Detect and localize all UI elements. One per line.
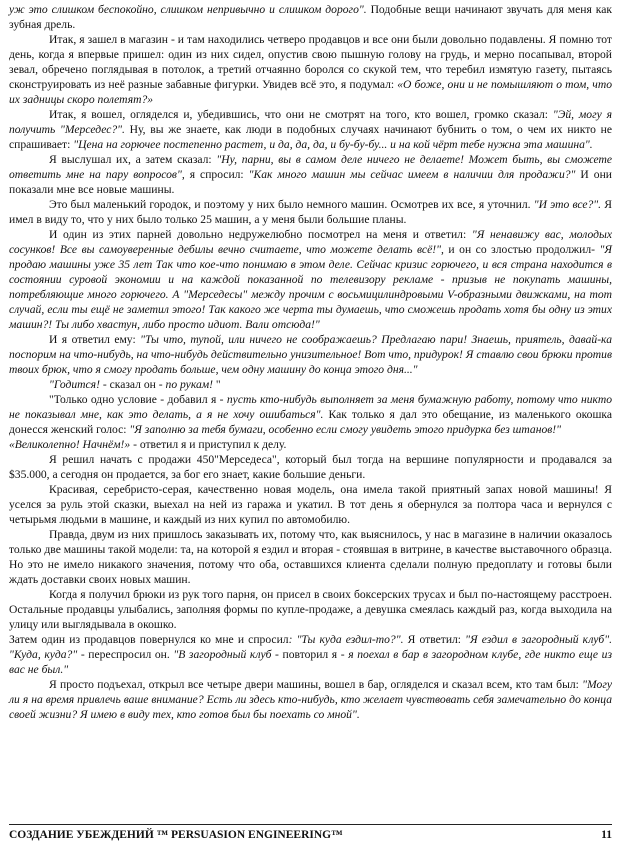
- paragraph-1: [9, 2, 612, 32]
- italic-run: "Я заполню за тебя бумаги, особенно если смогу увидеть этого придурка без штанов!": [129, 423, 562, 436]
- text-run: И они показали мне все новые машины.: [9, 168, 612, 196]
- footer-divider: [9, 824, 612, 825]
- italic-run: "Ну, парни, вы в самом деле ничего не делаете! Может быть, вы сможете ответить мне на пару вопросов",: [9, 153, 612, 181]
- text-run: "Только одно условие - добавил я -: [49, 393, 227, 406]
- paragraph-4: [9, 152, 612, 197]
- paragraph-6: [9, 227, 612, 332]
- text-run: Итак, я зашел в магазин - и там находились четверо продавцов и все они были довольно подавлены. Я помню тот день, когда я впервые пришел: один из них сидел, опустив свою пышную голову на грудь, и мерно посапывал, второй зевал, обречено поглядывая в потолок, а третий отчаянно боролся со скукой тем, что теребил измятую газету, пытаясь сконструировать из неё разные забавные фигурки. Увидев всё это, я подумал:: [9, 33, 612, 91]
- text-run: я спросил:: [189, 168, 249, 181]
- text-run: Я выслушал их, а затем сказал:: [49, 153, 217, 166]
- text-run: Я ответил:: [407, 633, 466, 646]
- paragraph-8: [9, 377, 612, 392]
- italic-run: уж это слишком беспокойно, слишком непривычно и слишком дорого".: [9, 3, 371, 16]
- paragraph-15: [9, 632, 612, 677]
- paragraph-7: [9, 332, 612, 377]
- text-run: и он со злостью продолжил-: [448, 243, 600, 256]
- paragraph-14: [9, 587, 612, 632]
- text-run: И один из этих парней довольно недружелюбно посмотрел на меня и ответил:: [49, 228, 472, 241]
- italic-run: "Я продаю машины уже 35 лет Так что кое-что понимаю в этом деле. Сейчас кризис горючего, и вся страна находится в состоянии суровой экономии и на каждой показанной по телевизору рекламе - призыв не покупать машины, потребляющие много горючего. А "Мерседесы" между прочим с восьмицилиндровыми V-образными движками, на тот случай, если ты ещё не заметил этого! Так какого же черта ты думаешь, что сможешь продать хотя бы одну из этих машин?! Ты либо хвастун, либо просто идиот. Вали отсюда!": [9, 243, 612, 331]
- italic-run: "Как много машин мы сейчас имеем в наличии для продажи?": [248, 168, 581, 181]
- italic-run: "Могу ли я на время привлечь ваше внимание? Есть ли здесь кто-нибудь, кто желает чувствовать себя замечательно до конца своей жизни? Я имею в виду тех, кто готов был бы поехать со мной".: [9, 678, 612, 721]
- italic-run: «О боже, они и не помышляют о том, что их задницы скоро полетят?»: [9, 78, 612, 106]
- page-footer: [9, 829, 612, 841]
- text-run: ": [215, 378, 221, 391]
- italic-run: по рукам!: [165, 378, 216, 391]
- text-run: Ну, вы же знаете, как люди в подобных случаях начинают бубнить о том, о чем их никто не спрашивает:: [9, 123, 612, 151]
- italic-run: "Ты что, тупой, или ничего не соображаешь? Предлагаю пари! Знаешь, приятель, давай-ка поспорим на что-нибудь, на что-нибудь действительно унизительное! Вот что, придурок! Я ставлю свои брюки против твоих брюк, что я смогу продать больше, чем одну машину до конца этого дня...": [9, 333, 612, 376]
- italic-run: "Я ненавижу вас, молодых сосунков! Все вы самоуверенные дебилы вечно считаете, что можете делать всё!",: [9, 228, 613, 256]
- italic-run: «Великолепно! Начнём!»: [9, 438, 134, 451]
- page-number: 11: [601, 829, 612, 841]
- text-run: Я решил начать с продажи 450"Мерседеса", который был тогда на вершине популярности и продавался за $35.000, а сегодня он продается, за бог его знает, какие большие деньги.: [9, 453, 612, 481]
- italic-run: "В загородный клуб -: [173, 648, 283, 661]
- paragraph-5: [9, 197, 612, 227]
- paragraph-10: [9, 437, 612, 452]
- italic-run: : "Ты куда ездил-то?".: [288, 633, 408, 646]
- italic-run: я поехал в бар в загородном клубе, где никто еще из вас не был.": [9, 648, 612, 676]
- text-run: - переспросил он.: [80, 648, 174, 661]
- text-run: Итак, я вошел, огляделся и, убедившись, что они не смотрят на того, кто вошел, громко сказал:: [49, 108, 553, 121]
- text-run: повторил я -: [282, 648, 349, 661]
- text-run: Подобные вещи начинают звучать для меня как зубная дрель.: [9, 3, 612, 31]
- paragraph-3: [9, 107, 612, 152]
- paragraph-2: [9, 32, 612, 107]
- italic-run: пусть кто-нибудь выполняет за меня бумажную работу, потому что никто не показывал мне, как это делать, а я не хочу ошибаться".: [9, 393, 612, 421]
- text-run: Это был маленький городок, и поэтому у них было немного машин. Осмотрев их все, я уточнил.: [49, 198, 534, 211]
- paragraph-9: [9, 392, 612, 437]
- text-run: Как только я дал это обещание, из маленького окошка донесся женский голос:: [9, 408, 613, 436]
- text-run: Я имел в виду то, что у них было только 25 машин, а у меня были большие планы.: [9, 198, 612, 226]
- body-text: [9, 2, 612, 722]
- text-run: И я ответил ему:: [49, 333, 141, 346]
- italic-run: "Эй, могу я получить "Мерседес?".: [9, 108, 612, 136]
- italic-run: "И это все?".: [533, 198, 605, 211]
- text-run: - ответил я и приступил к делу.: [133, 438, 287, 451]
- italic-run: "Цена на горючее постепенно растет, и да, да, да, и бу-бу-бу... и на кой чёрт тебе нужна эта машина".: [73, 138, 593, 151]
- paragraph-13: [9, 527, 612, 587]
- text-run: Когда я получил брюки из рук того парня, он присел в своих боксерских трусах и был по-настоящему расстроен. Остальные продавцы улыбались, заполняя формы по купле-продаже, а девушка смеялась каждый раз, когда выходила на улицу или выглядывала в окошко.: [9, 588, 612, 631]
- paragraph-11: [9, 452, 612, 482]
- text-run: - сказал он -: [102, 378, 166, 391]
- text-run: Правда, двум из них пришлось заказывать их, потому что, как выяснилось, у нас в магазине в наличии оказалось только две машины такой модели: та, на которой я ездил и вторая - стоявшая в витрине, в качестве выставочного образца. Но это не имело никакого значения, потому что оба, оставшихся клиента сделали полную предоплату и готовы были ждать доставки своих новых машин.: [9, 528, 612, 586]
- paragraph-12: [9, 482, 612, 527]
- italic-run: "Годится!: [49, 378, 103, 391]
- footer-title: СОЗДАНИЕ УБЕЖДЕНИЙ ™ PERSUASION ENGINEERING™: [9, 829, 343, 841]
- text-run: Я просто подъехал, открыл все четыре двери машины, вошел в бар, огляделся и сказал всем, кто там был:: [49, 678, 583, 691]
- paragraph-16: [9, 677, 612, 722]
- text-run: Затем один из продавцов повернулся ко мне и спросил: [9, 633, 289, 646]
- italic-run: "Я ездил в загородный клуб". "Куда, куда?": [9, 633, 612, 661]
- text-run: Красивая, серебристо-серая, качественно новая модель, она имела такой приятный запах новой машины! Я уселся за руль этой сказки, выехал на ней из гаража и укатил. В тот день я обернулся за полтора часа и вернулся с четырьмя людьми в машине, и каждый из них купил по автомобилю.: [9, 483, 612, 526]
